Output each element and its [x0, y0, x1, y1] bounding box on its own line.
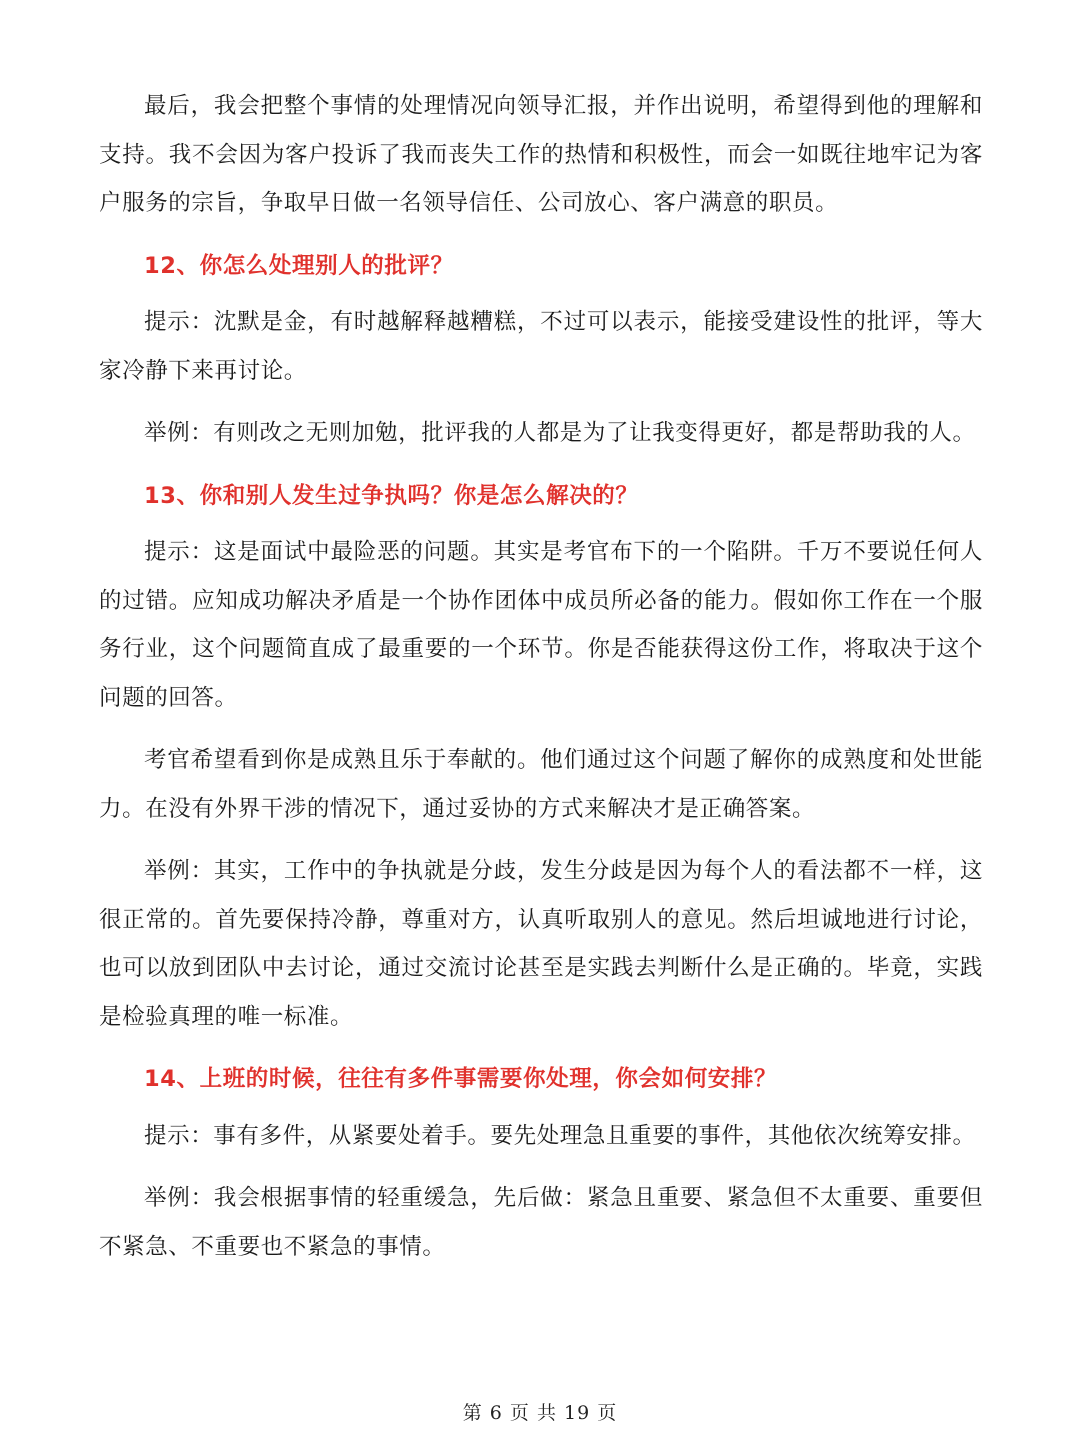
paragraph: 提示：沈默是金，有时越解释越糟糕，不过可以表示，能接受建设性的批评，等大家冷静下来再讨论。	[99, 309, 983, 384]
paragraph: 举例：我会根据事情的轻重缓急，先后做：紧急且重要、紧急但不太重要、重要但不紧急、不重要也不紧急的事情。	[99, 1185, 983, 1260]
page-number-footer: 第 6 页 共 19 页	[462, 1402, 618, 1424]
question-heading-13: 13、你和别人发生过争执吗？你是怎么解决的？	[144, 482, 639, 509]
paragraph: 提示：事有多件，从紧要处着手。要先处理急且重要的事件，其他依次统筹安排。	[144, 1122, 976, 1149]
paragraph: 最后，我会把整个事情的处理情况向领导汇报，并作出说明，希望得到他的理解和支持。我不会因为客户投诉了我而丧失工作的热情和积极性，而会一如既往地牢记为客户服务的宗旨，争取早日做一名领导信任、公司放心、客户满意的职员。	[99, 93, 983, 216]
paragraph: 提示：这是面试中最险恶的问题。其实是考官布下的一个陷阱。千万不要说任何人的过错。应知成功解决矛盾是一个协作团体中成员所必备的能力。假如你工作在一个服务行业，这个问题简直成了最重要的一个环节。你是否能获得这份工作，将取决于这个问题的回答。	[99, 539, 983, 711]
paragraph: 考官希望看到你是成熟且乐于奉献的。他们通过这个问题了解你的成熟度和处世能力。在没有外界干涉的情况下，通过妥协的方式来解决才是正确答案。	[99, 747, 983, 822]
paragraph: 举例：其实，工作中的争执就是分歧，发生分歧是因为每个人的看法都不一样，这很正常的。首先要保持冷静，尊重对方，认真听取别人的意见。然后坦诚地进行讨论，也可以放到团队中去讨论，通过交流讨论甚至是实践去判断什么是正确的。毕竟，实践是检验真理的唯一标准。	[99, 858, 983, 1030]
document-body	[99, 82, 983, 1285]
question-heading-12: 12、你怎么处理别人的批评？	[144, 252, 454, 279]
question-heading-14: 14、上班的时候，往往有多件事需要你处理，你会如何安排？	[144, 1066, 778, 1092]
paragraph: 举例：有则改之无则加勉，批评我的人都是为了让我变得更好，都是帮助我的人。	[144, 420, 976, 446]
